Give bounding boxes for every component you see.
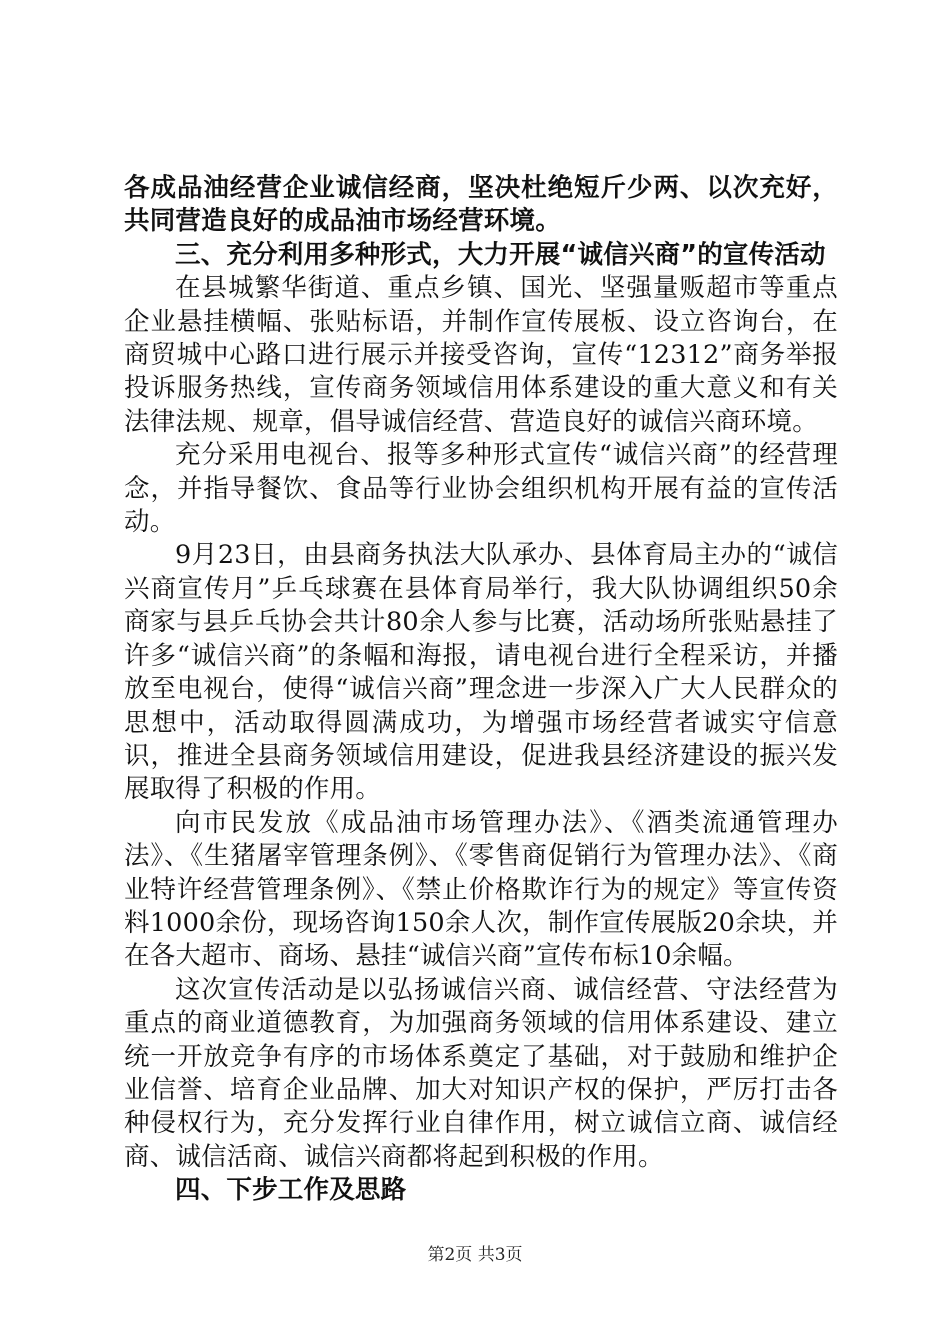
section-heading-3: 三、充分利用多种形式，大力开展“诚信兴商”的宣传活动 bbox=[175, 239, 826, 270]
document-body bbox=[124, 172, 838, 1208]
paragraph-closing-sentence: 各成品油经营企业诚信经商，坚决杜绝短斤少两、以次充好，共同营造良好的成品油市场经营环境。 bbox=[124, 173, 838, 237]
paragraph-table-tennis-event: 9月23日，由县商务执法大队承办、县体育局主办的“诚信兴商宣传月”乒乓球赛在县体育局举行，我大队协调组织50余商家与县乒乓协会共计80余人参与比赛，活动场所张贴悬挂了许多“诚信兴商”的条幅和海报，请电视台进行全程采访，并播放至电视台，使得“诚信兴商”理念进一步深入广大人民群众的思想中，活动取得圆满成功，为增强市场经营者诚实守信意识，推进全县商务领域信用建设，促进我县经济建设的振兴发展取得了积极的作用。 bbox=[124, 540, 838, 805]
paragraph-materials-distribution: 向市民发放《成品油市场管理办法》、《酒类流通管理办法》、《生猪屠宰管理条例》、《零售商促销行为管理办法》、《商业特许经营管理条例》、《禁止价格欺诈行为的规定》等宣传资料1000余份，现场咨询150余人次，制作宣传展版20余块，并在各大超市、商场、悬挂“诚信兴商”宣传布标10余幅。 bbox=[124, 807, 838, 972]
paragraph-media-publicity: 充分采用电视台、报等多种形式宣传“诚信兴商”的经营理念，并指导餐饮、食品等行业协会组织机构开展有益的宣传活动。 bbox=[124, 440, 838, 538]
page-footer: 第2页 共3页 bbox=[427, 1245, 523, 1265]
section-heading-4: 四、下步工作及思路 bbox=[175, 1175, 407, 1206]
paragraph-street-publicity: 在县城繁华街道、重点乡镇、国光、坚强量贩超市等重点企业悬挂横幅、张贴标语，并制作宣传展板、设立咨询台，在商贸城中心路口进行展示并接受咨询，宣传“12312”商务举报投诉服务热线，宣传商务领域信用体系建设的重大意义和有关法律法规、规章，倡导诚信经营、营造良好的诚信兴商环境。 bbox=[124, 273, 838, 437]
paragraph-activity-summary: 这次宣传活动是以弘扬诚信兴商、诚信经营、守法经营为重点的商业道德教育，为加强商务领域的信用体系建设、建立统一开放竞争有序的市场体系奠定了基础，对于鼓励和维护企业信誉、培育企业品牌、加大对知识产权的保护，严厉打击各种侵权行为，充分发挥行业自律作用，树立诚信立商、诚信经商、诚信活商、诚信兴商都将起到积极的作用。 bbox=[124, 974, 838, 1172]
